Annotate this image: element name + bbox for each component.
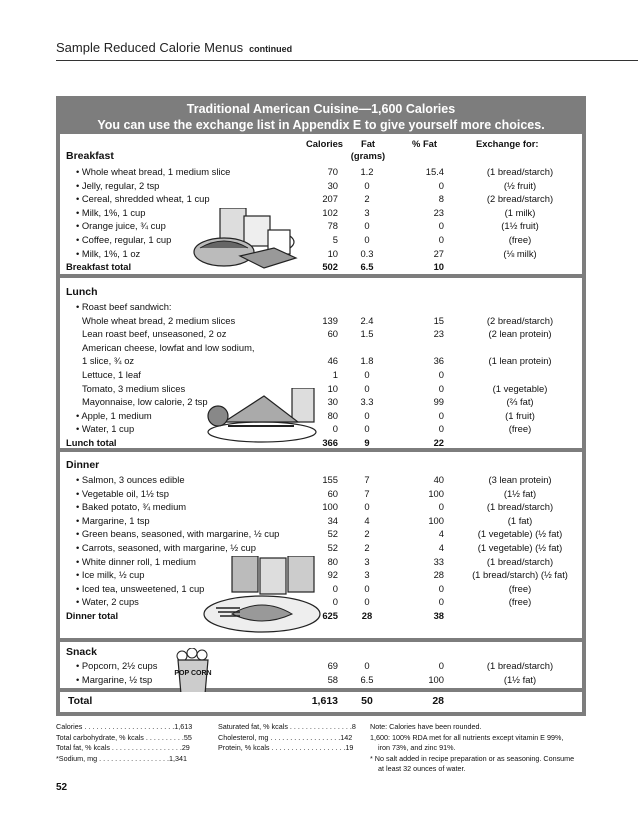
- dinner-items-4-calories: 52: [327, 528, 338, 540]
- dinner-total-calories: 625: [322, 610, 338, 621]
- lunch-items-6-pct-fat: 0: [438, 382, 444, 394]
- lunch-items-9-exchange: (free): [508, 423, 532, 435]
- dinner-items-4-name: • Green beans, seasoned, with margarine, ½ cup: [76, 528, 280, 540]
- running-header: [56, 40, 292, 55]
- breakfast-items-5-fat: 0: [364, 234, 370, 245]
- lunch-illustration: [206, 388, 322, 444]
- breakfast-items-2-exchange: (2 bread/starch): [486, 193, 554, 205]
- lunch-items-6-exchange: (1 vegetable): [492, 382, 548, 394]
- snack-items-1-calories: 58: [327, 673, 338, 685]
- snack-items-0-pct-fat: 0: [438, 660, 444, 671]
- dinner-items-3-fat: 4: [364, 514, 370, 526]
- lunch-items-7-exchange: (⅔ fat): [506, 396, 534, 408]
- dinner-items-0-fat: 7: [364, 474, 370, 485]
- dinner-items-2-fat: 0: [364, 501, 370, 513]
- breakfast-items-6-fat: 0.3: [360, 247, 374, 259]
- dinner-items-9-name: • Water, 2 cups: [76, 596, 139, 608]
- lunch-items-1-pct-fat: 15: [433, 314, 444, 326]
- lunch-items-6-name: Tomato, 3 medium slices: [82, 382, 186, 394]
- snack-panel: [60, 642, 582, 688]
- lunch-items-8-calories: 80: [327, 409, 338, 421]
- dinner-items-3-exchange: (1 fat): [507, 514, 533, 526]
- page-number: 52: [56, 782, 68, 793]
- breakfast-items-3-pct-fat: 23: [433, 206, 444, 218]
- lunch-total-fat: 9: [364, 437, 370, 448]
- dinner-items-4-fat: 2: [364, 528, 370, 540]
- dinner-items-8-fat: 0: [364, 582, 370, 594]
- banner-subtitle: You can use the exchange list in Appendix E to give yourself more choices.: [97, 118, 545, 132]
- snack-items-0-calories: 69: [327, 660, 338, 671]
- snack-items-1-exchange: (1½ fat): [503, 673, 537, 685]
- lunch-items-7-calories: 30: [327, 396, 338, 408]
- lunch-items-7-name: Mayonnaise, low calorie, 2 tsp: [82, 396, 208, 408]
- dinner-items-9-calories: 0: [332, 596, 338, 608]
- section-title-breakfast: Breakfast: [66, 150, 114, 162]
- dinner-items-6-fat: 3: [364, 555, 370, 567]
- lunch-items-2-fat: 1.5: [360, 328, 374, 340]
- snack-items-0-name: • Popcorn, 2½ cups: [76, 660, 158, 671]
- dinner-items-8-exchange: (free): [508, 582, 532, 594]
- grand_total-fat: 50: [361, 695, 373, 707]
- lunch-items-1-fat: 2.4: [360, 314, 374, 326]
- dinner-items-0-name: • Salmon, 3 ounces edible: [76, 474, 185, 485]
- lunch-items-1-calories: 139: [322, 314, 338, 326]
- lunch-items-8-fat: 0: [364, 409, 370, 421]
- running-header-title: Sample Reduced Calorie Menus: [56, 40, 244, 55]
- dinner-items-1-exchange: (1½ fat): [503, 487, 537, 499]
- breakfast-panel: [60, 134, 582, 274]
- dinner-items-3-calories: 34: [327, 514, 338, 526]
- lunch-items-5-fat: 0: [364, 369, 370, 380]
- footnote-col3-line-0: Note: Calories have been rounded.: [370, 722, 482, 731]
- dinner-items-5-fat: 2: [364, 542, 370, 553]
- section-title-lunch: Lunch: [66, 286, 98, 298]
- lunch-items-9-fat: 0: [364, 423, 370, 435]
- snack-items-1-fat: 6.5: [360, 673, 374, 685]
- lunch-items-5-pct-fat: 0: [438, 369, 444, 380]
- lunch-panel: [60, 278, 582, 448]
- lunch-total-name: Lunch total: [66, 437, 117, 448]
- lunch-items-9-name: • Water, 1 cup: [76, 423, 135, 435]
- lunch-total-pct-fat: 22: [433, 437, 444, 448]
- section-title-dinner: Dinner: [66, 459, 100, 471]
- dinner-items-2-pct-fat: 0: [438, 501, 444, 513]
- footnote-col3-line-4: at least 32 ounces of water.: [378, 764, 466, 774]
- dinner-total-name: Dinner total: [66, 610, 119, 621]
- lunch-items-4-exchange: (1 lean protein): [488, 355, 552, 367]
- breakfast-items-4-name: • Orange juice, ¾ cup: [76, 220, 166, 232]
- dinner-items-7-name: • Ice milk, ½ cup: [76, 569, 145, 581]
- footnote-col2-line-0: Saturated fat, % kcals . . . . . . . . . . . . . . . .8: [218, 722, 356, 731]
- lunch-items-4-calories: 46: [327, 355, 338, 367]
- breakfast-items-6-calories: 10: [327, 247, 338, 259]
- breakfast-items-5-calories: 5: [332, 234, 338, 245]
- lunch-items-1-name: Whole wheat bread, 2 medium slices: [82, 314, 236, 326]
- menu-banner: [56, 96, 586, 139]
- dinner-items-6-pct-fat: 33: [433, 555, 444, 567]
- lunch-items-8-name: • Apple, 1 medium: [76, 409, 152, 421]
- lunch-items-0-name: • Roast beef sandwich:: [76, 301, 172, 312]
- lunch-items-5-name: Lettuce, 1 leaf: [82, 369, 141, 380]
- breakfast-items-6-name: • Milk, 1%, 1 oz: [76, 247, 141, 259]
- breakfast-items-4-pct-fat: 0: [438, 220, 444, 232]
- breakfast-items-2-fat: 2: [364, 193, 370, 205]
- dinner-items-2-name: • Baked potato, ¾ medium: [76, 501, 187, 513]
- dinner-items-5-pct-fat: 4: [438, 542, 444, 553]
- breakfast-items-3-calories: 102: [322, 206, 338, 218]
- dinner-items-6-calories: 80: [327, 555, 338, 567]
- dinner-items-0-calories: 155: [322, 474, 338, 485]
- dinner-items-0-pct-fat: 40: [433, 474, 444, 485]
- lunch-items-9-pct-fat: 0: [438, 423, 444, 435]
- breakfast-items-0-exchange: (1 bread/starch): [486, 166, 554, 177]
- header-rule: [56, 60, 638, 61]
- grand_total-calories: 1,613: [311, 695, 338, 707]
- footnote-col3-line-1: 1,600: 100% RDA met for all nutrients except vitamin E 99%,: [370, 732, 564, 742]
- banner-title: Traditional American Cuisine—1,600 Calories: [186, 102, 456, 116]
- popcorn-bag-label: POP CORN: [174, 670, 212, 677]
- dinner-total-fat: 28: [361, 610, 373, 621]
- col-header-calories: Calories: [306, 138, 343, 149]
- lunch-items-4-pct-fat: 36: [433, 355, 444, 367]
- breakfast-items-3-fat: 3: [364, 206, 370, 218]
- lunch-items-7-pct-fat: 99: [433, 396, 444, 408]
- dinner-items-5-exchange: (1 vegetable) (½ fat): [477, 542, 563, 553]
- breakfast-items-5-name: • Coffee, regular, 1 cup: [76, 234, 172, 245]
- running-header-continued: continued: [249, 44, 293, 54]
- breakfast-items-4-calories: 78: [327, 220, 338, 232]
- snack-items-0-exchange: (1 bread/starch): [486, 660, 554, 671]
- lunch-items-2-exchange: (2 lean protein): [488, 328, 552, 340]
- dinner-items-1-name: • Vegetable oil, 1½ tsp: [76, 487, 169, 499]
- breakfast-items-3-exchange: (1 milk): [504, 206, 536, 218]
- lunch-total-calories: 366: [322, 437, 338, 448]
- breakfast-total-name: Breakfast total: [66, 261, 132, 273]
- breakfast-total-calories: 502: [322, 261, 338, 273]
- breakfast-items-1-pct-fat: 0: [438, 179, 444, 191]
- dinner-items-5-name: • Carrots, seasoned, with margarine, ½ cup: [76, 542, 256, 553]
- dinner-items-7-pct-fat: 28: [433, 569, 444, 581]
- menu-table-frame: [56, 96, 586, 716]
- popcorn-illustration: [174, 648, 218, 696]
- lunch-items-3-name: American cheese, lowfat and low sodium,: [82, 341, 255, 353]
- dinner-items-1-calories: 60: [327, 487, 338, 499]
- dinner-items-3-pct-fat: 100: [428, 514, 444, 526]
- breakfast-items-6-exchange: (⅛ milk): [503, 247, 537, 259]
- breakfast-items-0-name: • Whole wheat bread, 1 medium slice: [76, 166, 231, 177]
- lunch-items-5-calories: 1: [332, 369, 338, 380]
- grand_total-pct-fat: 28: [432, 695, 444, 707]
- breakfast-items-0-calories: 70: [327, 166, 338, 177]
- breakfast-total-pct-fat: 10: [433, 261, 444, 273]
- breakfast-items-0-fat: 1.2: [360, 166, 374, 177]
- dinner-items-8-name: • Iced tea, unsweetened, 1 cup: [76, 582, 205, 594]
- breakfast-total-fat: 6.5: [360, 261, 374, 273]
- footnote-col3-line-3: * No salt added in recipe preparation or as seasoning. Consume: [370, 753, 575, 763]
- breakfast-items-6-pct-fat: 27: [433, 247, 444, 259]
- breakfast-items-1-name: • Jelly, regular, 2 tsp: [76, 179, 160, 191]
- footnote-col3-line-2: iron 73%, and zinc 91%.: [378, 743, 456, 753]
- breakfast-items-2-pct-fat: 8: [438, 193, 444, 205]
- total-panel: [60, 692, 582, 712]
- breakfast-items-1-calories: 30: [327, 179, 338, 191]
- breakfast-items-5-pct-fat: 0: [438, 234, 444, 245]
- dinner-items-4-pct-fat: 4: [438, 528, 444, 540]
- dinner-items-2-exchange: (1 bread/starch): [486, 501, 554, 513]
- dinner-items-2-calories: 100: [322, 501, 338, 513]
- lunch-items-9-calories: 0: [332, 423, 338, 435]
- footnote-col1-line-2: Total fat, % kcals . . . . . . . . . . . . . . . . . .29: [56, 743, 190, 753]
- lunch-items-6-calories: 10: [327, 382, 338, 394]
- dinner-items-7-calories: 92: [327, 569, 338, 581]
- breakfast-items-2-calories: 207: [322, 193, 338, 205]
- dinner-items-9-exchange: (free): [508, 596, 532, 608]
- breakfast-items-1-fat: 0: [364, 179, 370, 191]
- lunch-items-2-calories: 60: [327, 328, 338, 340]
- dinner-items-1-pct-fat: 100: [428, 487, 444, 499]
- dinner-items-0-exchange: (3 lean protein): [488, 474, 552, 485]
- dinner-items-5-calories: 52: [327, 542, 338, 553]
- col-header-pct-fat: % Fat: [412, 138, 438, 149]
- dinner-items-6-name: • White dinner roll, 1 medium: [76, 555, 196, 567]
- breakfast-items-2-name: • Cereal, shredded wheat, 1 cup: [76, 193, 210, 205]
- breakfast-illustration: [190, 208, 302, 274]
- snack-items-1-pct-fat: 100: [428, 673, 444, 685]
- lunch-items-7-fat: 3.3: [360, 396, 374, 408]
- lunch-items-1-exchange: (2 bread/starch): [486, 314, 554, 326]
- lunch-items-6-fat: 0: [364, 382, 370, 394]
- col-header-exchange: Exchange for:: [476, 138, 539, 149]
- breakfast-items-4-exchange: (1½ fruit): [501, 220, 539, 232]
- dinner-items-9-pct-fat: 0: [438, 596, 444, 608]
- lunch-items-4-fat: 1.8: [360, 355, 374, 367]
- lunch-items-2-name: Lean roast beef, unseasoned, 2 oz: [82, 328, 227, 340]
- dinner-items-7-exchange: (1 bread/starch) (½ fat): [472, 569, 568, 581]
- footnote-col2-line-1: Cholesterol, mg . . . . . . . . . . . . . . . . . .142: [218, 732, 353, 742]
- section-title-snack: Snack: [66, 646, 97, 658]
- dinner-items-8-calories: 0: [332, 582, 338, 594]
- footnote-col1-line-1: Total carbohydrate, % kcals . . . . . . . . . .55: [56, 732, 192, 742]
- footnote-col2-line-2: Protein, % kcals . . . . . . . . . . . . . . . . . . .19: [218, 743, 354, 753]
- dinner-items-3-name: • Margarine, 1 tsp: [76, 514, 150, 526]
- dinner-items-6-exchange: (1 bread/starch): [486, 555, 554, 567]
- lunch-items-8-exchange: (1 fruit): [505, 409, 535, 421]
- dinner-items-9-fat: 0: [364, 596, 370, 608]
- col-header-fat: Fat: [360, 138, 376, 149]
- footnote-col1-line-3: *Sodium, mg . . . . . . . . . . . . . . . . . .1,341: [56, 753, 188, 763]
- dinner-items-1-fat: 7: [364, 487, 370, 499]
- breakfast-items-0-pct-fat: 15.4: [425, 166, 444, 177]
- dinner-items-8-pct-fat: 0: [438, 582, 444, 594]
- lunch-items-8-pct-fat: 0: [438, 409, 444, 421]
- breakfast-items-3-name: • Milk, 1%, 1 cup: [76, 206, 146, 218]
- dinner-items-7-fat: 3: [364, 569, 370, 581]
- footnote-col1-line-0: Calories . . . . . . . . . . . . . . . . . . . . . . .1,613: [56, 722, 193, 731]
- breakfast-items-4-fat: 0: [364, 220, 370, 232]
- lunch-items-4-name: 1 slice, ¾ oz: [82, 355, 135, 367]
- dinner-panel: [60, 452, 582, 638]
- snack-items-1-name: • Margarine, ½ tsp: [76, 673, 153, 685]
- dinner-total-pct-fat: 38: [433, 610, 444, 621]
- dinner-items-4-exchange: (1 vegetable) (½ fat): [477, 528, 563, 540]
- lunch-items-2-pct-fat: 23: [433, 328, 444, 340]
- breakfast-items-5-exchange: (free): [508, 234, 532, 245]
- snack-items-0-fat: 0: [364, 660, 370, 671]
- breakfast-items-1-exchange: (½ fruit): [503, 179, 537, 191]
- grand_total-name: Total: [68, 695, 93, 707]
- col-header-fat-unit: (grams): [350, 150, 386, 161]
